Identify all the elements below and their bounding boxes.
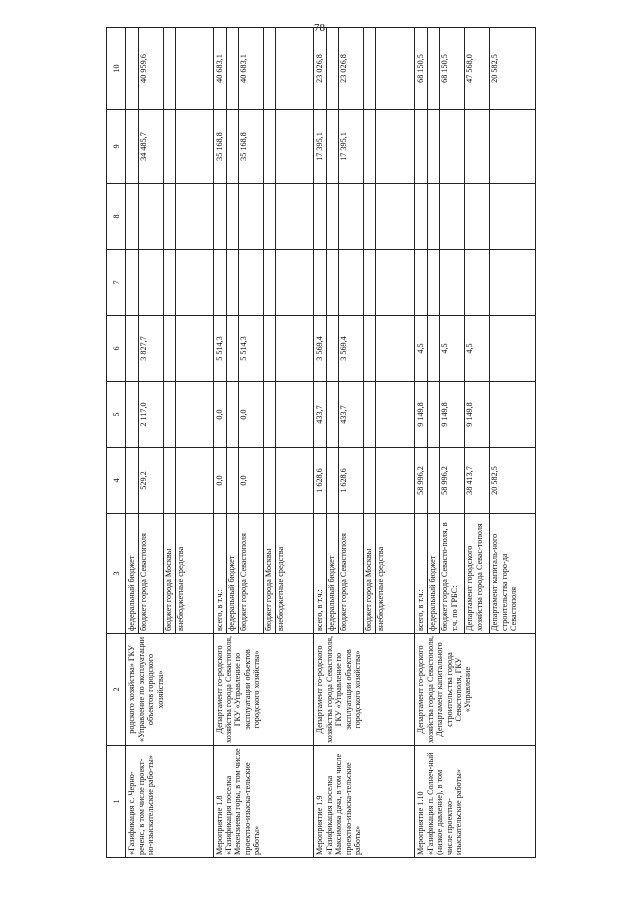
amount-line	[364, 448, 376, 513]
header-row	[107, 28, 126, 858]
funding-source-line: федеральный бюджет	[428, 514, 440, 633]
amount-line	[465, 184, 490, 249]
amount-line: 68 150,5	[416, 28, 428, 109]
amount-line	[440, 110, 465, 183]
amount-line	[176, 28, 200, 109]
amount-line	[264, 110, 276, 183]
amount-line	[276, 382, 300, 447]
amount-line	[176, 382, 200, 447]
header-cell-2: 2	[107, 634, 126, 746]
amount-line	[227, 448, 239, 513]
funding-source-cell	[314, 514, 415, 634]
amount-line: 17 395,1	[315, 110, 327, 183]
amount-line	[164, 316, 176, 381]
amount-line: 23 026,8	[339, 28, 364, 109]
amount-line	[227, 28, 239, 109]
amount-line	[376, 382, 400, 447]
amount-line	[164, 110, 176, 183]
amount-line: 9 149,8	[440, 382, 465, 447]
funding-source-line: внебюджетные средства	[376, 546, 386, 631]
amount-line	[490, 316, 514, 381]
amount-line	[127, 382, 139, 447]
header-cell-8: 8	[107, 184, 126, 250]
measure-name-cell: Мероприятие 1.8 «Газификация поселка Мекензиевы горы, в том числе проектно-изыска-тельские работы»	[213, 746, 314, 858]
table-body	[126, 28, 536, 858]
amount-cell-c6	[415, 316, 536, 382]
amount-cell-c4	[415, 448, 536, 514]
funding-source-line: бюджет города Москвы	[364, 514, 376, 633]
amount-line	[227, 184, 239, 249]
funding-source-line: всего, в т.ч.:	[315, 514, 327, 633]
amount-line: 3 569,4	[339, 316, 364, 381]
amount-cell-c4	[314, 448, 415, 514]
amount-line	[465, 250, 490, 315]
amount-line	[264, 28, 276, 109]
amount-line	[239, 250, 264, 315]
funding-source-line: бюджет города Севастополя	[339, 514, 364, 633]
funding-source-cell	[213, 514, 314, 634]
amount-line	[327, 382, 339, 447]
amount-line	[416, 110, 428, 183]
amount-line: 5 514,3	[239, 316, 264, 381]
amount-cell-c10	[314, 28, 415, 110]
funding-source-line: Департамент капиталь-ного строительства горо-да Севастополя	[490, 533, 519, 631]
amount-line	[364, 28, 376, 109]
amount-line	[239, 184, 264, 249]
amount-line	[264, 448, 276, 513]
amount-line	[490, 250, 514, 315]
amount-line: 9 149,8	[465, 382, 490, 447]
amount-line	[428, 316, 440, 381]
amount-line	[428, 448, 440, 513]
rotated-table-wrapper	[106, 28, 536, 858]
amount-line	[364, 184, 376, 249]
amount-cell-c8	[213, 184, 314, 250]
amount-cell-c10	[213, 28, 314, 110]
amount-line	[440, 184, 465, 249]
header-cell-5: 5	[107, 382, 126, 448]
header-cell-9: 9	[107, 110, 126, 184]
amount-line: 40 683,1	[239, 28, 264, 109]
funding-source-line: всего, в т.ч.:	[215, 514, 227, 633]
amount-line: 1 628,6	[339, 448, 364, 513]
amount-line	[327, 250, 339, 315]
amount-line: 5 514,3	[215, 316, 227, 381]
amount-line	[227, 316, 239, 381]
amount-line	[428, 250, 440, 315]
table-row	[314, 28, 415, 858]
amount-line	[176, 448, 200, 513]
funding-source-line: федеральный бюджет	[227, 514, 239, 633]
amount-line	[376, 184, 400, 249]
amount-line: 3 827,7	[139, 316, 164, 381]
amount-line	[127, 448, 139, 513]
amount-line: 433,7	[315, 382, 327, 447]
amount-line	[139, 250, 164, 315]
funding-source-cell	[415, 514, 536, 634]
amount-line: 2 117,0	[139, 382, 164, 447]
header-cell-7: 7	[107, 250, 126, 316]
amount-line: 0,0	[215, 448, 227, 513]
amount-cell-c4	[126, 448, 213, 514]
amount-cell-c6	[314, 316, 415, 382]
amount-line: 1 628,6	[315, 448, 327, 513]
amount-line	[276, 250, 300, 315]
amount-line	[364, 382, 376, 447]
amount-line	[428, 28, 440, 109]
amount-line	[416, 250, 428, 315]
amount-line	[327, 448, 339, 513]
funding-source-line: бюджет города Севастополя	[239, 514, 264, 633]
amount-line: 0,0	[215, 382, 227, 447]
amount-cell-c7	[314, 250, 415, 316]
amount-line: 0,0	[239, 448, 264, 513]
amount-line	[176, 110, 200, 183]
amount-line: 47 568,0	[465, 28, 490, 109]
amount-line	[276, 316, 300, 381]
amount-cell-c10	[415, 28, 536, 110]
amount-line	[364, 250, 376, 315]
amount-line: 34 485,7	[139, 110, 164, 183]
amount-cell-c7	[126, 250, 213, 316]
table-row	[213, 28, 314, 858]
executor-cell: Департамент го-родского хозяйства города Севастополя, ГКУ «Управление по эксплуатации объектов городского хозяйства»	[213, 634, 314, 746]
measure-name-cell: «Газификация с. Черно-реченс, в том числе проект-но-изыскательские рабо-ты»	[126, 746, 213, 858]
amount-line	[315, 250, 327, 315]
amount-line	[276, 448, 300, 513]
amount-line	[215, 184, 227, 249]
amount-cell-c5	[126, 382, 213, 448]
funding-source-line: всего, в т.ч.:	[416, 514, 428, 633]
page-number: 78	[314, 22, 325, 34]
funding-source-line: бюджет города Севастополя	[139, 514, 164, 633]
amount-line	[127, 316, 139, 381]
amount-line: 4,5	[440, 316, 465, 381]
amount-line: 20 582,5	[490, 466, 500, 495]
measure-name-cell: Мероприятие 1.9 «Газификация поселка Максимова дача, в том числе проектно-изыска-тельские работы»	[314, 746, 415, 858]
amount-line	[376, 316, 400, 381]
amount-line	[264, 382, 276, 447]
measure-name-cell: Мероприятие 1.10 «Газификация п. Солнеч-ный (низкое давление), в том числе проектно-изыскательские работы»	[415, 746, 536, 858]
amount-line	[490, 184, 514, 249]
amount-line	[176, 184, 200, 249]
amount-line	[490, 110, 514, 183]
funding-source-line: бюджет города Москвы	[264, 514, 276, 633]
amount-line	[416, 184, 428, 249]
amount-line	[127, 28, 139, 109]
amount-line	[139, 184, 164, 249]
amount-line: 58 996,2	[440, 448, 465, 513]
amount-line	[164, 28, 176, 109]
amount-line	[264, 184, 276, 249]
amount-line	[215, 250, 227, 315]
amount-line	[428, 110, 440, 183]
amount-line: 40 959,6	[139, 28, 164, 109]
amount-line	[176, 316, 200, 381]
amount-line: 58 996,2	[416, 448, 428, 513]
amount-cell-c4	[213, 448, 314, 514]
header-cell-6: 6	[107, 316, 126, 382]
amount-line: 9 149,8	[416, 382, 428, 447]
amount-line	[339, 250, 364, 315]
amount-line: 35 168,8	[239, 110, 264, 183]
amount-line	[376, 110, 400, 183]
header-cell-10: 10	[107, 28, 126, 110]
amount-cell-c7	[213, 250, 314, 316]
amount-line	[327, 184, 339, 249]
amount-line	[315, 184, 327, 249]
amount-cell-c8	[314, 184, 415, 250]
budget-table	[106, 27, 536, 858]
amount-line	[376, 28, 400, 109]
funding-source-line: федеральный бюджет	[127, 514, 139, 633]
executor-cell: Департамент го-родского хозяйства города Севастополя, ГКУ «Управление по эксплуатации объектов городского хозяйства»	[314, 634, 415, 746]
header-cell-4: 4	[107, 448, 126, 514]
amount-line: 529,2	[139, 448, 164, 513]
amount-line	[276, 28, 300, 109]
amount-line	[127, 250, 139, 315]
amount-line	[164, 250, 176, 315]
amount-line	[176, 250, 200, 315]
funding-source-line: бюджет города Севасто-поля, в т.ч. по ГРБС:	[440, 514, 465, 633]
amount-line	[164, 184, 176, 249]
amount-line	[164, 382, 176, 447]
amount-line: 40 683,1	[215, 28, 227, 109]
amount-line	[227, 110, 239, 183]
amount-cell-c10	[126, 28, 213, 110]
funding-source-line: внебюджетные средства	[275, 546, 285, 631]
table-row	[126, 28, 213, 858]
amount-cell-c6	[126, 316, 213, 382]
amount-line	[364, 316, 376, 381]
amount-line	[276, 110, 300, 183]
amount-line: 4,5	[416, 316, 428, 381]
amount-line: 4,5	[465, 316, 490, 381]
amount-line: 68 150,5	[440, 28, 465, 109]
amount-line	[127, 184, 139, 249]
amount-line	[227, 382, 239, 447]
funding-source-cell	[126, 514, 213, 634]
amount-line: 433,7	[339, 382, 364, 447]
amount-line: 17 395,1	[339, 110, 364, 183]
funding-source-line: бюджет города Москвы	[164, 514, 176, 633]
amount-cell-c5	[415, 382, 536, 448]
amount-line: 38 413,7	[465, 448, 490, 513]
amount-line	[490, 382, 514, 447]
amount-cell-c9	[415, 110, 536, 184]
amount-line	[465, 110, 490, 183]
amount-cell-c5	[213, 382, 314, 448]
amount-cell-c7	[415, 250, 536, 316]
amount-cell-c9	[314, 110, 415, 184]
amount-cell-c9	[126, 110, 213, 184]
amount-line	[440, 250, 465, 315]
table-row	[415, 28, 536, 858]
amount-line	[428, 184, 440, 249]
amount-line	[227, 250, 239, 315]
amount-line	[164, 448, 176, 513]
amount-line	[428, 382, 440, 447]
header-cell-1: 1	[107, 746, 126, 858]
amount-line	[376, 448, 400, 513]
amount-cell-c6	[213, 316, 314, 382]
amount-line	[327, 316, 339, 381]
funding-source-line: Департамент городского хозяйства города Севас-тополя	[465, 514, 490, 633]
amount-line	[376, 250, 400, 315]
amount-cell-c5	[314, 382, 415, 448]
amount-cell-c8	[126, 184, 213, 250]
header-cell-3: 3	[107, 514, 126, 634]
amount-line: 20 582,5	[490, 54, 500, 83]
amount-line: 23 026,8	[315, 28, 327, 109]
funding-source-line: внебюджетные средства	[176, 546, 186, 631]
amount-line	[339, 184, 364, 249]
amount-line	[276, 184, 300, 249]
funding-source-line: федеральный бюджет	[327, 514, 339, 633]
amount-cell-c9	[213, 110, 314, 184]
amount-line	[327, 110, 339, 183]
amount-line	[264, 250, 276, 315]
amount-line: 3 569,4	[315, 316, 327, 381]
amount-cell-c8	[415, 184, 536, 250]
amount-line	[327, 28, 339, 109]
amount-line: 35 168,8	[215, 110, 227, 183]
amount-line	[127, 110, 139, 183]
executor-cell: Департамент го-родского хозяйства города Севастополя, Департамент капитального строительства города Севастополя, ГКУ «Управление	[415, 634, 536, 746]
amount-line	[364, 110, 376, 183]
executor-cell: родского хозяйства» ГКУ «Управление по эксплуатации объектов городского хозяйства»	[126, 634, 213, 746]
amount-line: 0,0	[239, 382, 264, 447]
amount-line	[264, 316, 276, 381]
